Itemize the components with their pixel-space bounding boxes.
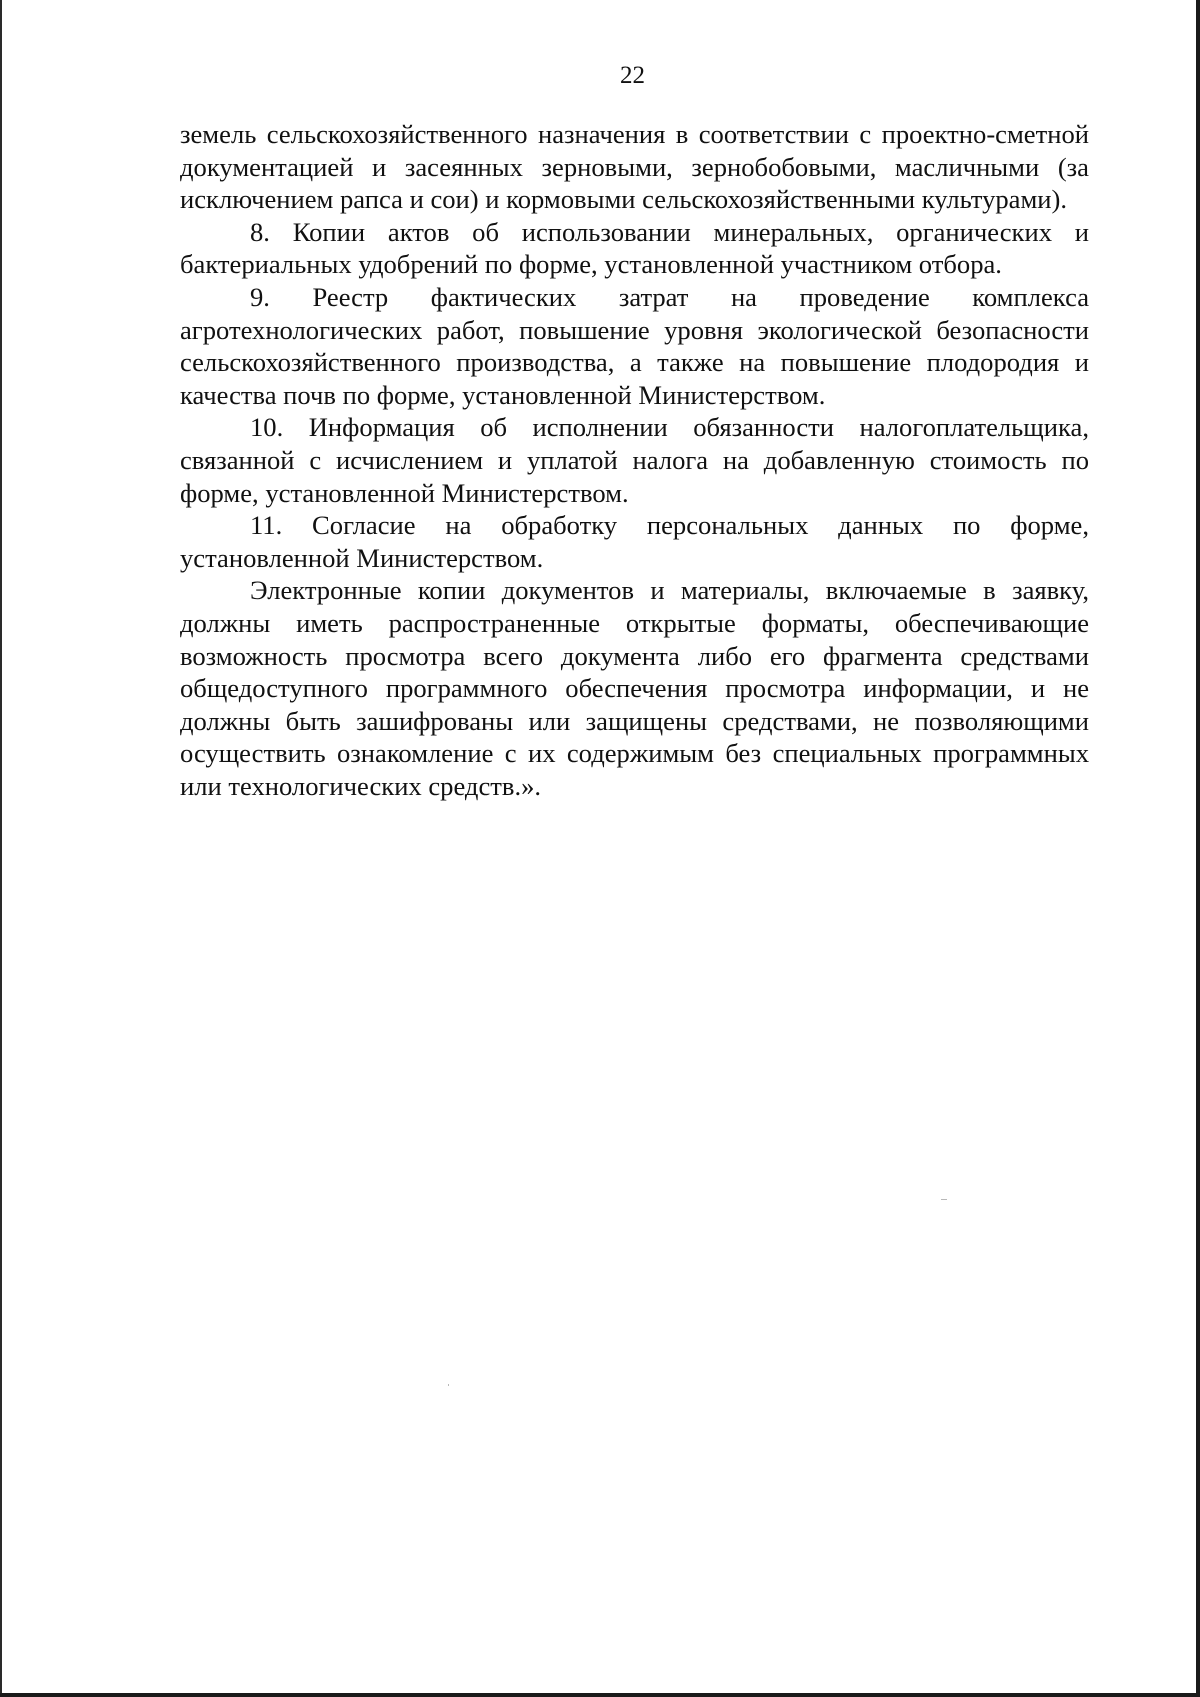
- scan-speck: [448, 1384, 449, 1386]
- scan-speck: [941, 1199, 947, 1200]
- scan-edge-right: [1196, 0, 1200, 1697]
- paragraph-item-10: 10. Информация об исполнении обязанности налогоплательщика, связанной с исчислением и уплатой налога на добавленную стоимость по форме, установленной Министерством.: [180, 412, 1089, 508]
- page-number: 22: [620, 62, 645, 89]
- paragraph-electronic-copies: Электронные копии документов и материалы, включаемые в заявку, должны иметь распространенные открытые форматы, обеспечивающие возможность просмотра всего документа либо его фрагмента средствами общедоступного программного обеспечения просмотра информации, и не должны быть зашифрованы или защищены средствами, не позволяющими осуществить ознакомление с их содержимым без специальных программных или технологических средств.».: [180, 575, 1089, 801]
- paragraph-continuation: земель сельскохозяйственного назначения в соответствии с проектно-сметной документацией и засеянных зерновыми, зернобобовыми, масличными (за исключением рапса и сои) и кормовыми сельскохозяйственными культурами).: [180, 119, 1089, 215]
- scan-edge-bottom: [0, 1693, 1200, 1697]
- scan-edge-left: [0, 0, 2, 1697]
- paragraph-item-9: 9. Реестр фактических затрат на проведение комплекса агротехнологических работ, повышение уровня экологической безопасности сельскохозяйственного производства, а также на повышение плодородия и качества почв по форме, установленной Министерством.: [180, 281, 1089, 410]
- document-body: [180, 118, 1089, 802]
- paragraph-item-8: 8. Копии актов об использовании минеральных, органических и бактериальных удобрений по форме, установленной участником отбора.: [180, 216, 1089, 280]
- paragraph-item-11: 11. Согласие на обработку персональных данных по форме, установленной Министерством.: [180, 510, 1089, 573]
